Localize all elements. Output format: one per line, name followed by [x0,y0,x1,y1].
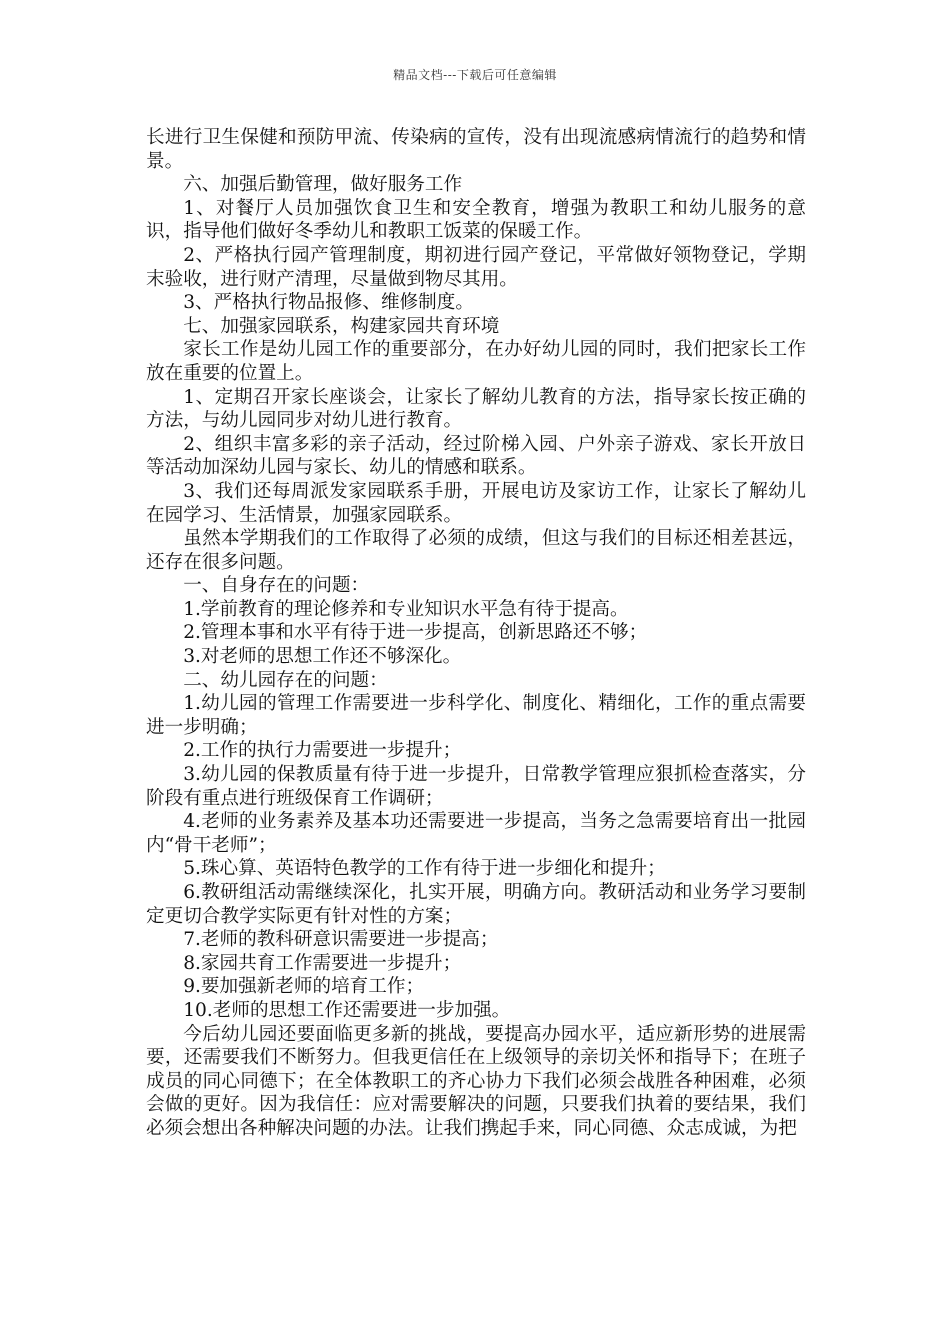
paragraph: 7.老师的教科研意识需要进一步提高； [183,929,499,951]
paragraph: 3、我们还每周派发家园联系手册，开展电访及家访工作，让家长了解幼儿在园学习、生活情景，加强家园联系。 [146,480,806,526]
paragraph: 10.老师的思想工作还需要进一步加强。 [183,999,511,1021]
paragraph: 2、严格执行园产管理制度，期初进行园产登记，平常做好领物登记，学期末验收，进行财产清理，尽量做到物尽其用。 [146,244,806,290]
paragraph: 2.管理本事和水平有待于进一步提高，创新思路还不够； [183,622,648,644]
paragraph: 虽然本学期我们的工作取得了必须的成绩，但这与我们的目标还相差甚远，还存在很多问题。 [146,528,806,573]
paragraph: 一、自身存在的问题： [183,575,370,597]
paragraph: 七、加强家园联系，构建家园共育环境 [183,315,500,337]
paragraph: 5.珠心算、英语特色教学的工作有待于进一步细化和提升； [183,858,666,880]
paragraph: 3.幼儿园的保教质量有待于进一步提升，日常教学管理应狠抓检查落实，分阶段有重点进行班级保育工作调研； [146,764,806,809]
paragraph: 2.工作的执行力需要进一步提升； [183,740,462,762]
paragraph: 二、幼儿园存在的问题： [183,669,388,691]
paragraph: 1.学前教育的理论修养和专业知识水平急有待于提高。 [183,598,629,620]
paragraph: 家长工作是幼儿园工作的重要部分，在办好幼儿园的同时，我们把家长工作放在重要的位置上。 [146,339,806,384]
paragraph: 3、严格执行物品报修、维修制度。 [183,292,474,314]
paragraph: 9.要加强新老师的培育工作； [183,976,425,998]
paragraph: 1.幼儿园的管理工作需要进一步科学化、制度化、精细化，工作的重点需要进一步明确； [146,693,806,738]
paragraph: 1、定期召开家长座谈会，让家长了解幼儿教育的方法，指导家长按正确的方法，与幼儿园同步对幼儿进行教育。 [146,386,806,432]
paragraph: 长进行卫生保健和预防甲流、传染病的宣传，没有出现流感病情流行的趋势和情景。 [146,127,806,172]
paragraph: 今后幼儿园还要面临更多新的挑战，要提高办园水平，适应新形势的进展需要，还需要我们不断努力。但我更信任在上级领导的亲切关怀和指导下；在班子成员的同心同德下；在全体教职工的齐心协力下我们必须会战胜各种困难，必须会做的更好。因为我信任：应对需要解决的问题，只要我们执着的要结果，我们必须会想出各种解决问题的办法。让我们携起手来，同心同德、众志成诚，为把 [146,1023,806,1139]
paragraph: 3.对老师的思想工作还不够深化。 [183,646,462,668]
paragraph: 1、对餐厅人员加强饮食卫生和安全教育，增强为教职工和幼儿服务的意识，指导他们做好冬季幼儿和教职工饭菜的保暖工作。 [146,197,806,243]
page-header: 精品文档---下载后可任意编辑 [393,68,557,82]
paragraph: 六、加强后勤管理，做好服务工作 [183,174,463,196]
document-body [146,126,806,1141]
paragraph: 2、组织丰富多彩的亲子活动，经过阶梯入园、户外亲子游戏、家长开放日等活动加深幼儿园与家长、幼儿的情感和联系。 [146,433,806,479]
paragraph: 8.家园共育工作需要进一步提升； [183,952,462,974]
paragraph: 4.老师的业务素养及基本功还需要进一步提高，当务之急需要培育出一批园内“骨干老师”； [146,811,806,856]
paragraph: 6.教研组活动需继续深化，扎实开展，明确方向。教研活动和业务学习要制定更切合教学实际更有针对性的方案； [146,882,806,927]
